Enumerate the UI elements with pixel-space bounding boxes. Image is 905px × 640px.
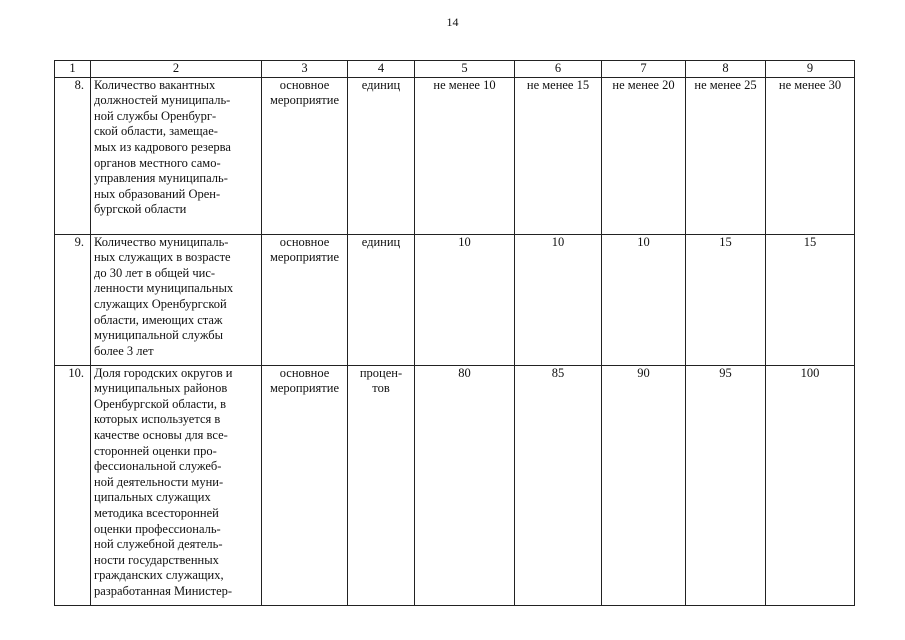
value-cell: 10 (515, 234, 602, 365)
indicator-type: основное мероприятие (262, 77, 348, 234)
unit: процен- тов (348, 365, 415, 605)
column-header: 9 (766, 61, 855, 78)
column-header: 2 (91, 61, 262, 78)
row-number: 9. (55, 234, 91, 365)
table-row (55, 77, 855, 234)
value-cell: 15 (766, 234, 855, 365)
column-header: 4 (348, 61, 415, 78)
value-cell: не менее 25 (686, 77, 766, 234)
table-header-row (55, 61, 855, 78)
value-cell: 10 (415, 234, 515, 365)
indicator-name: Доля городских округов и муниципальных районов Оренбургской области, в которых используется в качестве основы для все- сторонней оценки про- фессиональной служеб- ной деятельности муни- ципальных служащих методика всесторонней оценки профессиональ- ной служебной деятель- ности государственных гражданских служащих, разработанная Министер- (91, 365, 262, 605)
column-header: 6 (515, 61, 602, 78)
unit: единиц (348, 234, 415, 365)
indicator-type: основное мероприятие (262, 234, 348, 365)
value-cell: 100 (766, 365, 855, 605)
value-cell: не менее 30 (766, 77, 855, 234)
value-cell: не менее 15 (515, 77, 602, 234)
value-cell: не менее 10 (415, 77, 515, 234)
page-number: 14 (446, 15, 459, 29)
table-row (55, 234, 855, 365)
column-header: 8 (686, 61, 766, 78)
column-header: 3 (262, 61, 348, 78)
indicators-table (54, 60, 855, 606)
value-cell: 95 (686, 365, 766, 605)
value-cell: 90 (602, 365, 686, 605)
column-header: 5 (415, 61, 515, 78)
value-cell: 15 (686, 234, 766, 365)
value-cell: 80 (415, 365, 515, 605)
table-row (55, 365, 855, 605)
indicator-name: Количество муниципаль- ных служащих в возрасте до 30 лет в общей чис- ленности муниципальных служащих Оренбургской области, имеющих стаж муниципальной службы более 3 лет (91, 234, 262, 365)
row-number: 10. (55, 365, 91, 605)
indicator-type: основное мероприятие (262, 365, 348, 605)
value-cell: 85 (515, 365, 602, 605)
value-cell: не менее 20 (602, 77, 686, 234)
unit: единиц (348, 77, 415, 234)
column-header: 1 (55, 61, 91, 78)
value-cell: 10 (602, 234, 686, 365)
row-number: 8. (55, 77, 91, 234)
column-header: 7 (602, 61, 686, 78)
indicator-name: Количество вакантных должностей муниципаль- ной службы Оренбург- ской области, замещае- мых из кадрового резерва органов местного само- управления муниципаль- ных образований Орен- бургской области (91, 77, 262, 234)
